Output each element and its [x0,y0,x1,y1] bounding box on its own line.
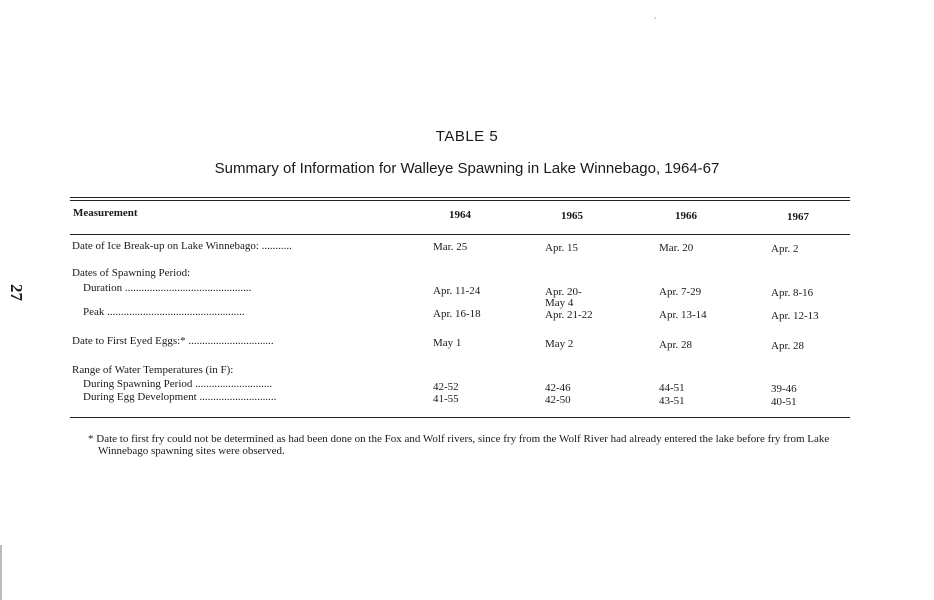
row-label-first-eyed-eggs: Date to First Eyed Eggs:* ............................... [72,335,274,347]
top-rule-1 [70,197,850,198]
cell-ice-breakup-1967: Apr. 2 [771,243,799,255]
footnote: * Date to first fry could not be determined as had been done on the Fox and Wolf rivers, since fry from the Wolf River had already entered the lake before fry from Lake Winnebago spawning sites were observed. [88,433,830,457]
cell-eyed-eggs-1967: Apr. 28 [771,340,804,352]
cell-duration-1967: Apr. 8-16 [771,287,814,299]
cell-peak-1964: Apr. 16-18 [433,308,481,320]
cell-temp-spawning-1967: 39-46 [771,383,797,395]
table-label: TABLE 5 [435,128,499,145]
section-label-spawning-period: Dates of Spawning Period: [72,267,191,279]
row-label-ice-breakup: Date of Ice Break-up on Lake Winnebago: ........... [72,240,292,252]
cell-eyed-eggs-1965: May 2 [545,338,574,350]
cell-duration-1965: Apr. 20- [545,286,582,298]
page-edge-mark [0,545,2,600]
page-number: 27 [7,284,26,301]
header-year-1967: 1967 [787,211,809,223]
bottom-rule [70,417,850,418]
cell-temp-egg-dev-1964: 41-55 [433,393,459,405]
cell-peak-1965: Apr. 21-22 [545,309,593,321]
cell-temp-egg-dev-1965: 42-50 [545,394,571,406]
header-year-1964: 1964 [449,209,471,221]
cell-peak-1967: Apr. 12-13 [771,310,819,322]
cell-temp-egg-dev-1967: 40-51 [771,396,797,408]
cell-ice-breakup-1965: Apr. 15 [545,242,578,254]
top-rule-2 [70,200,850,201]
header-year-1965: 1965 [561,210,583,222]
section-label-water-temperatures: Range of Water Temperatures (in F): [72,364,234,376]
cell-peak-1966: Apr. 13-14 [659,309,707,321]
cell-temp-spawning-1964: 42-52 [433,381,459,393]
row-label-duration: Duration .............................................. [83,282,252,294]
cell-ice-breakup-1966: Mar. 20 [659,242,694,254]
cell-temp-egg-dev-1966: 43-51 [659,395,685,407]
cell-eyed-eggs-1966: Apr. 28 [659,339,692,351]
cell-duration-1965-continued: May 4 [545,297,574,309]
row-label-during-spawning: During Spawning Period ............................ [83,378,273,390]
cell-ice-breakup-1964: Mar. 25 [433,241,468,253]
cell-temp-spawning-1965: 42-46 [545,382,571,394]
header-measurement: Measurement [73,207,138,219]
cell-temp-spawning-1966: 44-51 [659,382,685,394]
cell-duration-1966: Apr. 7-29 [659,286,702,298]
table-title: Summary of Information for Walleye Spawning in Lake Winnebago, 1964-67 [214,160,720,177]
header-year-1966: 1966 [675,210,697,222]
header-rule [70,234,850,235]
row-label-during-egg-development: During Egg Development ............................ [83,391,277,403]
cell-duration-1964: Apr. 11-24 [433,285,481,297]
scan-speck [654,17,656,19]
cell-eyed-eggs-1964: May 1 [433,337,462,349]
row-label-peak: Peak .................................................. [83,306,245,318]
